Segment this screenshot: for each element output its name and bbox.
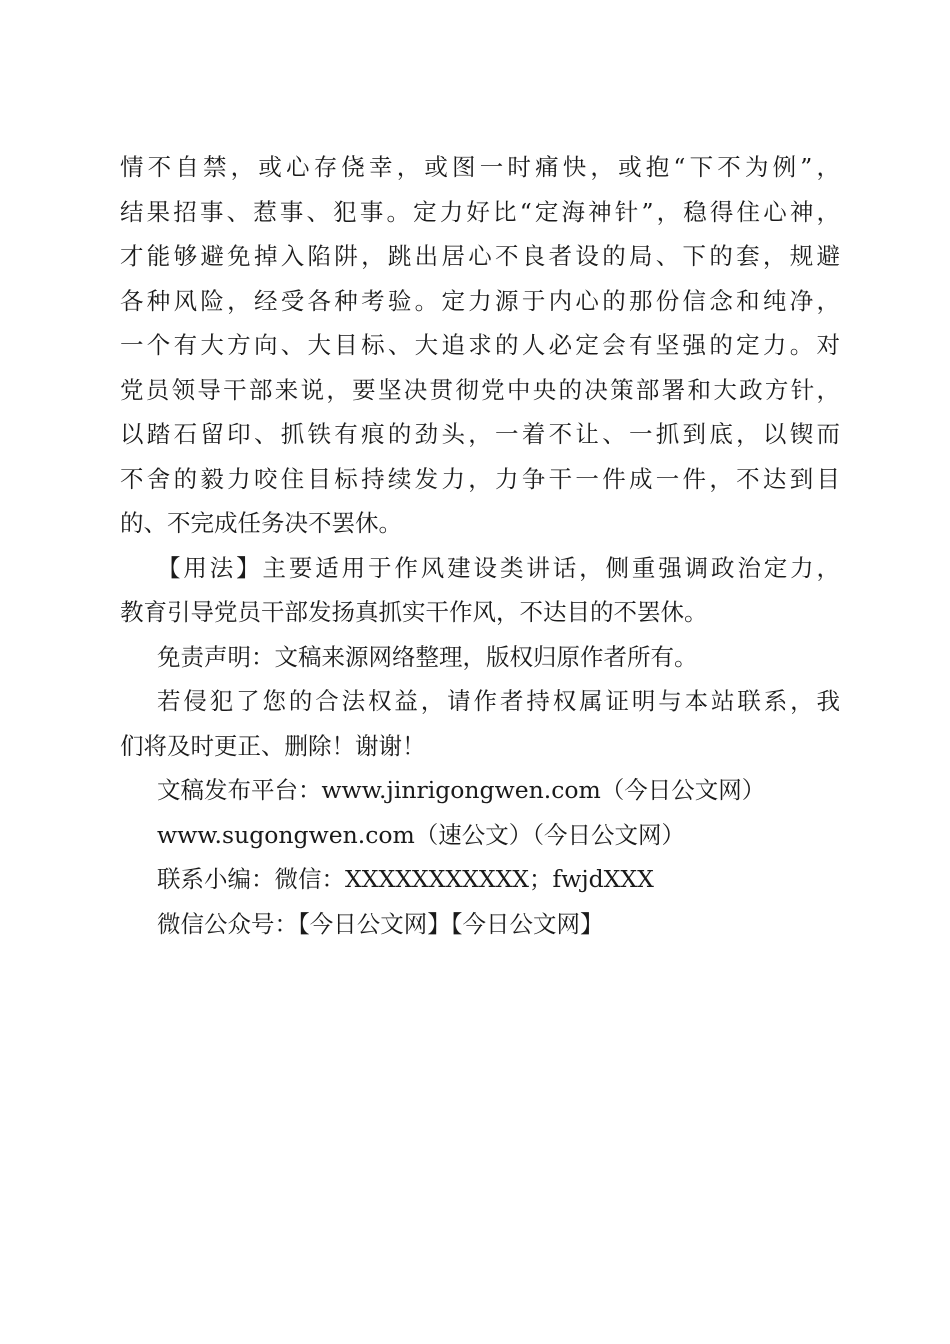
document-body — [120, 145, 840, 946]
contact-line: 联系小编：微信：XXXXXXXXXXX；fwjdXXX — [157, 865, 654, 893]
wechat-account-line: 微信公众号：【今日公文网】【今日公文网】 — [157, 909, 604, 938]
text-line: 结果招事、惹事、犯事。定力好比“定海神针”，稳得住心神， — [120, 197, 840, 226]
text-line: 的、不完成任务决不罢休。 — [120, 509, 402, 537]
infringement-paragraph — [120, 679, 840, 768]
text-line: 教育引导党员干部发扬真抓实干作风，不达目的不罢休。 — [120, 598, 708, 626]
main-paragraph — [120, 145, 840, 546]
platform-line: 文稿发布平台：www.jinrigongwen.com（今日公文网） — [157, 776, 766, 804]
text-line: 才能够避免掉入陷阱，跳出居心不良者设的局、下的套，规避 — [120, 242, 840, 270]
text-line: 以踏石留印、抓铁有痕的劲头，一着不让、一抓到底，以锲而 — [120, 420, 840, 448]
platform-line-2: www.sugongwen.com（速公文）（今日公文网） — [157, 820, 686, 849]
text-line: 一个有大方向、大目标、大追求的人必定会有坚强的定力。对 — [120, 331, 840, 359]
disclaimer-line: 免责声明：文稿来源网络整理，版权归原作者所有。 — [157, 642, 698, 671]
text-line: 们将及时更正、删除！谢谢！ — [120, 731, 426, 760]
usage-paragraph — [120, 546, 840, 635]
text-line: 不舍的毅力咬住目标持续发力，力争干一件成一件，不达到目 — [120, 464, 840, 493]
text-line: 党员领导干部来说，要坚决贯彻党中央的决策部署和大政方针， — [120, 375, 840, 404]
text-line: 情不自禁，或心存侥幸，或图一时痛快，或抱“下不为例”， — [120, 153, 840, 181]
text-line: 若侵犯了您的合法权益，请作者持权属证明与本站联系，我 — [157, 687, 840, 715]
text-line: 各种风险，经受各种考验。定力源于内心的那份信念和纯净， — [120, 286, 840, 315]
text-line: 【用法】主要适用于作风建设类讲话，侧重强调政治定力， — [157, 553, 840, 582]
